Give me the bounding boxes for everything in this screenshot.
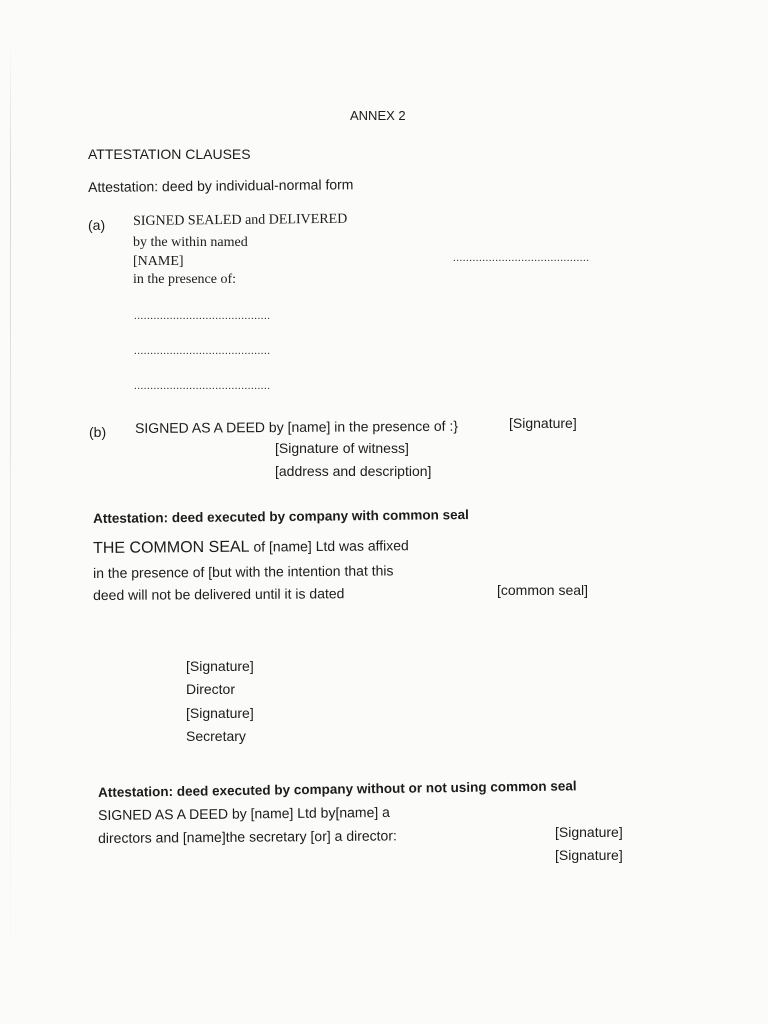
- annex-title: ANNEX 2: [350, 108, 406, 123]
- common-seal-heading: Attestation: deed executed by company with common seal: [92, 507, 469, 526]
- common-seal-line-1: [93, 538, 409, 557]
- clause-a-witness-line-3: ..........................................: [134, 380, 271, 392]
- common-seal-role-director: Director: [186, 681, 236, 697]
- common-seal-label: [common seal]: [497, 582, 589, 598]
- common-seal-title: THE COMMON SEAL: [92, 538, 250, 557]
- without-seal-signature-1: [Signature]: [555, 824, 623, 840]
- without-seal-line-1: SIGNED AS A DEED by [name] Ltd by[name] a: [97, 803, 390, 823]
- clause-b-witness-signature: [Signature of witness]: [275, 440, 409, 456]
- clause-b-address: [address and description]: [275, 463, 432, 479]
- common-seal-role-secretary: Secretary: [186, 728, 246, 744]
- clause-a-line-1: SIGNED SEALED and DELIVERED: [132, 211, 348, 229]
- common-seal-line-1-text: of [name] Ltd was affixed: [253, 537, 409, 555]
- individual-heading: Attestation: deed by individual-normal form: [87, 176, 354, 195]
- clause-a-marker: (a): [88, 217, 106, 233]
- common-seal-signature-1: [Signature]: [186, 658, 254, 674]
- main-heading: ATTESTATION CLAUSES: [88, 146, 251, 162]
- without-seal-line-2: directors and [name]the secretary [or] a director:: [97, 827, 397, 846]
- clause-b-line-1: SIGNED AS A DEED by [name] in the presence of :}: [134, 417, 459, 436]
- scan-margin-line: [10, 40, 11, 1000]
- without-seal-heading: Attestation: deed executed by company without or not using common seal: [97, 778, 577, 800]
- common-seal-line-3: deed will not be delivered until it is dated: [92, 585, 345, 603]
- clause-a-line-2: by the within named: [133, 235, 248, 250]
- clause-a-witness-line-1: ..........................................: [134, 310, 271, 322]
- clause-a-signature-line: ..........................................: [453, 252, 590, 264]
- clause-a-line-3: [NAME]: [133, 254, 184, 269]
- clause-b-marker: (b): [89, 424, 107, 440]
- clause-a-witness-line-2: ..........................................: [134, 345, 271, 357]
- clause-a-line-4: in the presence of:: [133, 272, 237, 287]
- common-seal-line-2: in the presence of [but with the intention that this: [92, 562, 394, 581]
- without-seal-signature-2: [Signature]: [555, 847, 623, 863]
- common-seal-signature-2: [Signature]: [186, 705, 254, 721]
- clause-b-signature: [Signature]: [509, 415, 577, 431]
